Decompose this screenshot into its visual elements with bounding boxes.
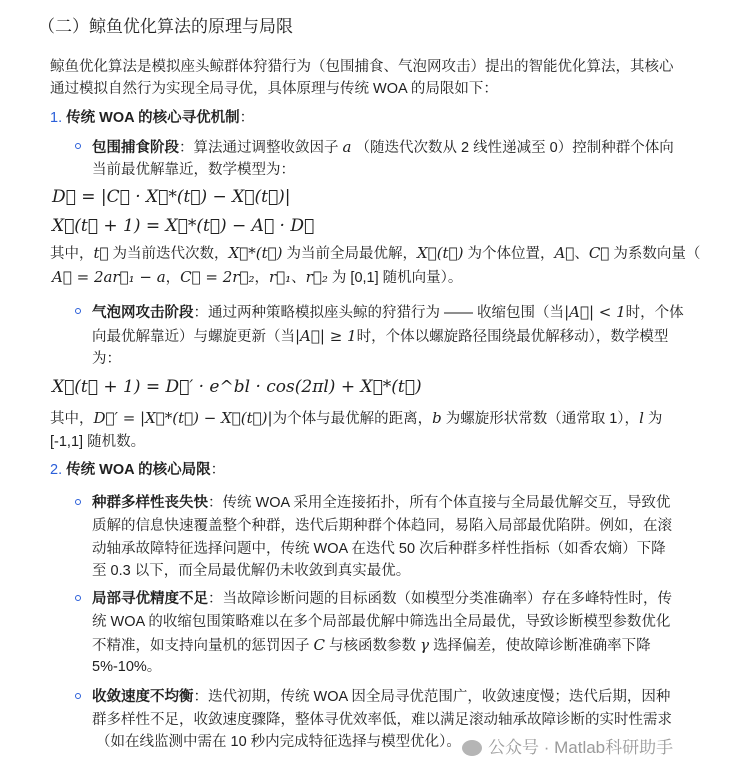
bullet-line bbox=[92, 301, 684, 323]
section-title: （二）鲸鱼优化算法的原理与局限 bbox=[38, 17, 293, 36]
text: ：当故障诊断问题的目标函数（如模型分类准确率）存在多峰特性时，传 bbox=[208, 591, 672, 607]
bullet-icon bbox=[75, 143, 81, 149]
bullet-line bbox=[92, 325, 668, 347]
math: C⃗ bbox=[588, 244, 610, 262]
colon: ： bbox=[239, 110, 255, 126]
bullet-line: 至 0.3 以下，而全局最优解仍未收敛到真实最优。 bbox=[92, 563, 411, 579]
text: 为 bbox=[643, 411, 663, 427]
bullet-line bbox=[92, 588, 672, 610]
bullet-line: 群多样性不足，收敛速度骤降，整体寻优效率低，难以满足滚动轴承故障诊断的实时性需求 bbox=[92, 712, 672, 728]
text: 为 [0,1] 随机向量）。 bbox=[327, 270, 463, 286]
math: X⃗*(t⃗) bbox=[228, 244, 283, 262]
math: r⃗₂ bbox=[305, 268, 328, 286]
equation: X⃗(t⃗ + 1) = D⃗′ · e^bl · cos(2πl) + X⃗*(t⃗) bbox=[52, 377, 422, 397]
text: ：传统 WOA 采用全连接拓扑，所有个体直接与全局最优解交互，导致优 bbox=[208, 495, 671, 511]
text: 为个体与最优解的距离， bbox=[272, 411, 433, 427]
where-line bbox=[52, 266, 462, 288]
text: 其中， bbox=[50, 411, 94, 427]
bullet-icon bbox=[75, 595, 81, 601]
math: D⃗′ = |X⃗*(t⃗) − X⃗(t⃗)| bbox=[93, 409, 273, 427]
bullet-icon bbox=[75, 308, 81, 314]
text: 为当前迭代次数， bbox=[108, 246, 229, 262]
math: C bbox=[313, 636, 326, 654]
math: t⃗ bbox=[93, 244, 109, 262]
text: 与核函数参数 bbox=[325, 638, 421, 654]
text: 、 bbox=[291, 270, 306, 286]
math: a bbox=[342, 138, 352, 156]
watermark-text: 公众号 · Matlab科研助手 bbox=[488, 738, 674, 757]
heading-text: 传统 WOA 的核心局限 bbox=[66, 462, 211, 478]
bullet-icon bbox=[75, 499, 81, 505]
math: l bbox=[639, 409, 644, 427]
bullet-line bbox=[92, 492, 670, 514]
list-number: 1. bbox=[50, 110, 63, 126]
equation: X⃗(t⃗ + 1) = X⃗*(t⃗) − A⃗ · D⃗ bbox=[52, 216, 315, 236]
intro-line: 通过模拟自然行为实现全局寻优，具体原理与传统 WOA 的局限如下： bbox=[50, 81, 498, 97]
equation: D⃗ = |C⃗ · X⃗*(t⃗) − X⃗(t⃗)| bbox=[52, 187, 291, 207]
text: 时，个体以螺旋路径围绕最优解移动），数学模型 bbox=[356, 329, 669, 345]
bullet-line: 质解的信息快速覆盖整个种群，迭代后期种群个体趋同，易陷入局部最优陷阱。例如，在滚 bbox=[92, 518, 672, 534]
intro-line: 鲸鱼优化算法是模拟座头鲸群体狩猎行为（包围捕食、气泡网攻击）提出的智能优化算法，其核心 bbox=[50, 59, 674, 75]
text: 向最优解靠近）与螺旋更新（当 bbox=[92, 329, 295, 345]
bullet-line bbox=[92, 136, 674, 158]
math: A⃗ = 2ar⃗₁ − a bbox=[52, 268, 166, 286]
where-line bbox=[50, 407, 662, 429]
list-number: 2. bbox=[50, 462, 63, 478]
text: 时，个体 bbox=[625, 305, 684, 321]
bullet-head: 气泡网攻击阶段 bbox=[92, 305, 194, 321]
math: γ bbox=[420, 636, 430, 654]
text: ：迭代初期，传统 WOA 因全局寻优范围广，收敛速度慢；迭代后期，因种 bbox=[193, 689, 671, 705]
math: A⃗ bbox=[554, 244, 575, 262]
bullet-head: 收敛速度不均衡 bbox=[92, 689, 194, 705]
where-line: [-1,1] 随机数。 bbox=[50, 434, 146, 450]
text: 不精准，如支持向量机的惩罚因子 bbox=[92, 638, 314, 654]
math: |A⃗| ≥ 1 bbox=[295, 327, 357, 345]
text: 其中， bbox=[50, 246, 94, 262]
where-line bbox=[50, 242, 700, 264]
text: 选择偏差，使故障诊断准确率下降 bbox=[429, 638, 651, 654]
math: C⃗ = 2r⃗₂ bbox=[180, 268, 255, 286]
list-heading-1 bbox=[50, 107, 254, 129]
bullet-line bbox=[92, 686, 670, 708]
text: 、 bbox=[574, 246, 589, 262]
text: 为个体位置， bbox=[463, 246, 555, 262]
bullet-line bbox=[92, 634, 651, 656]
text: 为螺旋形状常数（通常取 1）， bbox=[441, 411, 640, 427]
bullet-icon bbox=[75, 693, 81, 699]
text: ， bbox=[254, 270, 269, 286]
bullet-head: 包围捕食阶段 bbox=[92, 140, 179, 156]
colon: ： bbox=[210, 462, 226, 478]
bullet-line: 动轴承故障特征选择问题中，传统 WOA 在迭代 50 次后种群多样性指标（如香农熵）下降 bbox=[92, 541, 666, 557]
bullet-head: 种群多样性丧失快 bbox=[92, 495, 208, 511]
bullet-line: 统 WOA 的收缩包围策略难以在多个局部最优解中筛选出全局最优，导致诊断模型参数优化 bbox=[92, 614, 671, 630]
bullet-line: （如在线监测中需在 10 秒内完成特征选择与模型优化）。 bbox=[96, 734, 461, 750]
wechat-icon bbox=[462, 740, 482, 756]
text: ：通过两种策略模拟座头鲸的狩猎行为 —— 收缩包围（当 bbox=[193, 305, 565, 321]
text: （随迭代次数从 2 线性递减至 0）控制种群个体向 bbox=[351, 140, 674, 156]
bullet-head: 局部寻优精度不足 bbox=[92, 591, 208, 607]
bullet-line: 5%-10%。 bbox=[92, 659, 162, 675]
list-heading-2 bbox=[50, 459, 225, 481]
text: 为当前全局最优解， bbox=[282, 246, 418, 262]
math: |A⃗| < 1 bbox=[564, 303, 626, 321]
bullet-line: 当前最优解靠近，数学模型为： bbox=[92, 162, 295, 178]
heading-text: 传统 WOA 的核心寻优机制 bbox=[66, 110, 240, 126]
watermark bbox=[462, 737, 673, 759]
bullet-line: 为： bbox=[92, 351, 121, 367]
text: ， bbox=[165, 270, 181, 286]
text: ：算法通过调整收敛因子 bbox=[179, 140, 343, 156]
math: b bbox=[432, 409, 442, 427]
math: X⃗(t⃗) bbox=[417, 244, 464, 262]
math: r⃗₁ bbox=[268, 268, 292, 286]
text: 为系数向量（ bbox=[609, 246, 701, 262]
